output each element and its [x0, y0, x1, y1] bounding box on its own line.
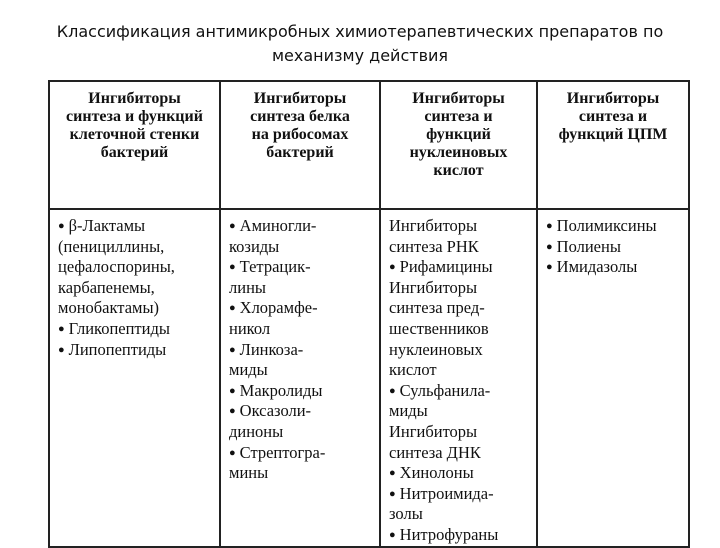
- drug-text: Ингибиторы: [389, 421, 478, 441]
- drug-list-text: [58, 278, 217, 299]
- bullet-icon: ●: [58, 220, 65, 232]
- drug-list-item: [389, 484, 534, 505]
- drug-text: Тетрацик-: [239, 257, 311, 277]
- drug-list-text: [389, 340, 534, 361]
- drug-cell-membrane: [537, 209, 689, 547]
- drug-text: Линкоза-: [239, 339, 304, 359]
- header-line: синтеза и функций: [66, 108, 203, 125]
- drug-text: синтеза пред-: [389, 298, 485, 318]
- drug-cell-nucleic-acids: [380, 209, 537, 547]
- drug-text: Нитроимида-: [399, 483, 494, 503]
- drug-list-item: [58, 340, 217, 361]
- bullet-icon: ●: [389, 261, 396, 274]
- drug-text: Гликопептиды: [68, 318, 170, 338]
- bullet-icon: ●: [229, 261, 236, 274]
- drug-list-text: [229, 237, 377, 258]
- header-cell-membrane: [537, 81, 689, 209]
- drug-text: лины: [229, 277, 266, 297]
- header-line: бактерий: [266, 144, 334, 161]
- bullet-icon: ●: [389, 384, 396, 397]
- bullet-icon: ●: [546, 240, 553, 253]
- drug-text: миды: [229, 360, 268, 380]
- drug-list-item: [229, 381, 377, 402]
- drug-text: Ингибиторы: [389, 216, 478, 235]
- drug-text: диноны: [229, 421, 284, 441]
- drug-row: [49, 209, 689, 547]
- drug-list-text: [229, 463, 377, 484]
- drug-list-text: [389, 319, 534, 340]
- drug-list-text: [58, 257, 217, 278]
- drug-list-item: [546, 216, 686, 237]
- header-line: синтеза и: [578, 108, 648, 125]
- header-line: клеточной стенки: [69, 126, 200, 143]
- drug-text: Липопептиды: [68, 339, 167, 359]
- drug-text: (пенициллины,: [58, 236, 165, 256]
- drug-text: синтеза РНК: [389, 236, 479, 256]
- header-line: Ингибиторы: [88, 90, 181, 107]
- drug-cell-protein-synthesis: [220, 209, 380, 547]
- drug-list-item: [389, 463, 534, 484]
- drug-list-item: [546, 257, 686, 278]
- drug-list-item: [229, 340, 377, 361]
- drug-text: монобактамы): [58, 298, 160, 318]
- bullet-icon: ●: [389, 528, 396, 541]
- drug-text: Нитрофураны: [399, 524, 499, 544]
- drug-text: карбапенемы,: [58, 277, 155, 297]
- drug-text: миды: [389, 401, 428, 421]
- drug-text: золы: [389, 504, 423, 524]
- drug-list-text: [229, 319, 377, 340]
- header-line: бактерий: [100, 144, 169, 161]
- drug-text: Хлорамфе-: [239, 298, 318, 318]
- header-cell-protein-synthesis: [220, 81, 380, 209]
- drug-list-item: [229, 216, 377, 237]
- header-line: функций ЦПМ: [558, 126, 668, 143]
- bullet-icon: ●: [58, 322, 65, 335]
- drug-text: нуклеиновых: [389, 339, 483, 359]
- classification-table: [48, 80, 690, 548]
- bullet-icon: ●: [229, 302, 236, 315]
- drug-list-item: [389, 381, 534, 402]
- bullet-icon: ●: [229, 384, 236, 397]
- slide-title: [20, 20, 700, 68]
- drug-list-text: [389, 443, 534, 464]
- drug-list-text: [389, 422, 534, 443]
- header-cell-nucleic-acids: [380, 81, 537, 209]
- header-cell-cell-wall: [49, 81, 220, 209]
- drug-list-text: [389, 360, 534, 381]
- drug-text: кислот: [389, 360, 437, 380]
- drug-text: козиды: [229, 236, 280, 256]
- drug-text: Ингибиторы: [389, 277, 478, 297]
- header-line: синтеза белка: [250, 108, 350, 125]
- drug-text: Аминогли-: [239, 216, 317, 235]
- header-row: [49, 81, 689, 209]
- drug-text: шественников: [389, 318, 489, 338]
- drug-text: Макролиды: [239, 380, 323, 400]
- drug-text: Стрептогра-: [239, 442, 326, 462]
- header-line: нуклеиновых: [409, 144, 508, 161]
- bullet-icon: ●: [58, 343, 65, 356]
- title-line-2: механизму действия: [271, 46, 449, 65]
- header-line: Ингибиторы: [412, 90, 505, 107]
- drug-text: Имидазолы: [556, 257, 638, 277]
- bullet-icon: ●: [229, 405, 236, 418]
- drug-text: Полимиксины: [556, 216, 657, 235]
- drug-list-item: [229, 401, 377, 422]
- drug-list-text: [389, 278, 534, 299]
- bullet-icon: ●: [546, 220, 553, 232]
- drug-text: Оксазоли-: [239, 401, 312, 421]
- header-line: синтеза и: [424, 108, 493, 125]
- drug-list-text: [389, 216, 534, 237]
- header-line: на рибосомах: [251, 126, 349, 143]
- drug-list-text: [389, 237, 534, 258]
- bullet-icon: ●: [229, 220, 236, 232]
- drug-text: цефалоспорины,: [58, 257, 175, 277]
- drug-text: синтеза ДНК: [389, 442, 481, 462]
- drug-list-item: [546, 237, 686, 258]
- drug-text: мины: [229, 463, 269, 483]
- drug-text: Хинолоны: [399, 463, 474, 483]
- header-line: Ингибиторы: [566, 90, 660, 107]
- drug-list-text: [229, 422, 377, 443]
- header-line: Ингибиторы: [253, 90, 347, 107]
- drug-list-item: [229, 298, 377, 319]
- drug-list-item: [229, 443, 377, 464]
- header-line: функций: [426, 126, 491, 143]
- drug-text: Полиены: [556, 236, 621, 256]
- drug-list-text: [389, 504, 534, 525]
- title-line-1: Классификация антимикробных химиотерапевтических препаратов по: [56, 22, 664, 41]
- bullet-icon: ●: [229, 343, 236, 356]
- drug-list-text: [58, 237, 217, 258]
- drug-list-item: [389, 257, 534, 278]
- drug-list-text: [58, 298, 217, 319]
- drug-list-item: [389, 525, 534, 546]
- drug-list-text: [389, 401, 534, 422]
- bullet-icon: ●: [229, 446, 236, 459]
- drug-list-item: [58, 319, 217, 340]
- drug-text: β-Лактамы: [68, 216, 146, 235]
- bullet-icon: ●: [389, 487, 396, 500]
- drug-list-item: [58, 216, 217, 237]
- bullet-icon: ●: [546, 261, 553, 274]
- drug-list-text: [389, 298, 534, 319]
- drug-cell-cell-wall: [49, 209, 220, 547]
- header-line: кислот: [433, 162, 484, 179]
- drug-text: Рифамицины: [399, 257, 493, 277]
- drug-text: Сульфанила-: [399, 380, 491, 400]
- drug-list-text: [229, 278, 377, 299]
- drug-text: никол: [229, 318, 271, 338]
- drug-list-item: [229, 257, 377, 278]
- drug-list-text: [229, 360, 377, 381]
- bullet-icon: ●: [389, 467, 396, 480]
